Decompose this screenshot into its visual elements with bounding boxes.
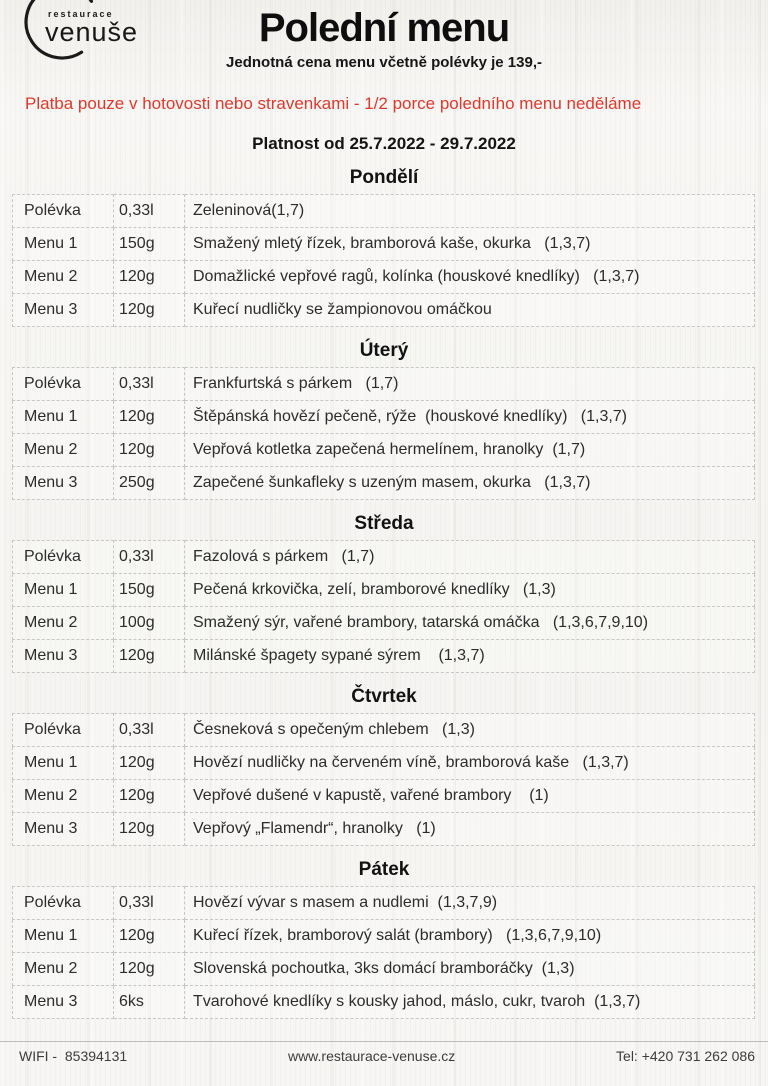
row-portion: 150g (114, 228, 185, 261)
menu-row (13, 607, 755, 640)
row-dish: Frankfurtská s párkem (1,7) (185, 368, 755, 401)
row-portion: 150g (114, 574, 185, 607)
menu-row (13, 261, 755, 294)
row-dish: Vepřový „Flamendr“, hranolky (1) (185, 813, 755, 846)
day-menu-table (12, 886, 755, 1019)
row-dish: Hovězí nudličky na červeném víně, bramborová kaše (1,3,7) (185, 747, 755, 780)
row-dish: Zapečené šunkafleky s uzeným masem, okurka (1,3,7) (185, 467, 755, 500)
row-portion: 120g (114, 434, 185, 467)
wifi-info: WIFI - 85394131 (19, 1048, 128, 1064)
row-label: Menu 3 (13, 640, 114, 673)
row-dish: Slovenská pochoutka, 3ks domácí bramboráčky (1,3) (185, 953, 755, 986)
menu-row (13, 640, 755, 673)
row-dish: Domažlické vepřové ragů, kolínka (houskové knedlíky) (1,3,7) (185, 261, 755, 294)
restaurant-logo (12, 0, 147, 70)
row-dish: Česneková s opečeným chlebem (1,3) (185, 714, 755, 747)
menu-row (13, 195, 755, 228)
menu-row (13, 714, 755, 747)
row-label: Menu 2 (13, 434, 114, 467)
row-portion: 0,33l (114, 368, 185, 401)
row-portion: 0,33l (114, 541, 185, 574)
menu-row (13, 368, 755, 401)
row-label: Menu 2 (13, 607, 114, 640)
row-portion: 6ks (114, 986, 185, 1019)
footer-divider (0, 1041, 768, 1042)
row-label: Menu 3 (13, 986, 114, 1019)
menu-header (0, 0, 768, 72)
row-label: Polévka (13, 887, 114, 920)
row-dish: Kuřecí nudličky se žampionovou omáčkou (185, 294, 755, 327)
menu-row (13, 228, 755, 261)
row-label: Menu 1 (13, 574, 114, 607)
row-label: Polévka (13, 541, 114, 574)
row-dish: Kuřecí řízek, bramborový salát (brambory) (1,3,6,7,9,10) (185, 920, 755, 953)
menu-row (13, 780, 755, 813)
row-label: Menu 2 (13, 261, 114, 294)
day-name: Pátek (358, 859, 410, 880)
website-link: www.restaurace-venuse.cz (287, 1048, 456, 1064)
day-section (0, 686, 768, 846)
row-portion: 0,33l (114, 887, 185, 920)
row-portion: 120g (114, 640, 185, 673)
menu-row (13, 747, 755, 780)
menu-row (13, 986, 755, 1019)
menu-row (13, 467, 755, 500)
row-dish: Hovězí vývar s masem a nudlemi (1,3,7,9) (185, 887, 755, 920)
row-label: Menu 2 (13, 953, 114, 986)
row-dish: Milánské špagety sypané sýrem (1,3,7) (185, 640, 755, 673)
day-menu-table (12, 367, 755, 500)
payment-notice: Platba pouze v hotovosti nebo stravenkami - 1/2 porce poledního menu neděláme (25, 94, 642, 113)
row-portion: 120g (114, 261, 185, 294)
day-section (0, 513, 768, 673)
menu-row (13, 434, 755, 467)
validity-dates: Platnost od 25.7.2022 - 29.7.2022 (252, 134, 516, 153)
menu-row (13, 574, 755, 607)
row-label: Menu 3 (13, 294, 114, 327)
row-dish: Pečená krkovička, zelí, bramborové knedlíky (1,3) (185, 574, 755, 607)
day-menu-table (12, 540, 755, 673)
row-label: Menu 3 (13, 467, 114, 500)
row-label: Menu 2 (13, 780, 114, 813)
day-section (0, 167, 768, 327)
logo-restaurace-text: restaurace (48, 9, 114, 19)
row-label: Menu 1 (13, 401, 114, 434)
menu-row (13, 920, 755, 953)
price-subtitle: Jednotná cena menu včetně polévky je 139,- (226, 54, 542, 71)
row-portion: 250g (114, 467, 185, 500)
row-dish: Smažený sýr, vařené brambory, tatarská omáčka (1,3,6,7,9,10) (185, 607, 755, 640)
row-label: Polévka (13, 195, 114, 228)
menu-row (13, 401, 755, 434)
row-portion: 120g (114, 401, 185, 434)
day-section (0, 340, 768, 500)
row-portion: 120g (114, 780, 185, 813)
phone-number: Tel: +420 731 262 086 (616, 1048, 755, 1064)
row-portion: 120g (114, 294, 185, 327)
row-portion: 120g (114, 953, 185, 986)
day-menu-table (12, 713, 755, 846)
menu-row (13, 813, 755, 846)
row-dish: Štěpánská hovězí pečeně, rýže (houskové knedlíky) (1,3,7) (185, 401, 755, 434)
row-portion: 120g (114, 813, 185, 846)
day-section (0, 859, 768, 1019)
row-dish: Smažený mletý řízek, bramborová kaše, okurka (1,3,7) (185, 228, 755, 261)
row-dish: Vepřová kotletka zapečená hermelínem, hranolky (1,7) (185, 434, 755, 467)
row-portion: 0,33l (114, 195, 185, 228)
row-label: Menu 1 (13, 920, 114, 953)
row-label: Polévka (13, 714, 114, 747)
row-dish: Vepřové dušené v kapustě, vařené brambory (1) (185, 780, 755, 813)
row-portion: 100g (114, 607, 185, 640)
menu-days (0, 167, 768, 1019)
menu-row (13, 541, 755, 574)
day-name: Čtvrtek (351, 686, 417, 707)
footer (19, 1048, 755, 1064)
day-menu-table (12, 194, 755, 327)
row-dish: Zeleninová(1,7) (185, 195, 755, 228)
row-portion: 0,33l (114, 714, 185, 747)
row-label: Menu 1 (13, 747, 114, 780)
menu-row (13, 294, 755, 327)
row-portion: 120g (114, 747, 185, 780)
logo-venuse-text: venuše (45, 17, 139, 47)
row-portion: 120g (114, 920, 185, 953)
row-dish: Tvarohové knedlíky s kousky jahod, máslo, cukr, tvaroh (1,3,7) (185, 986, 755, 1019)
row-label: Menu 3 (13, 813, 114, 846)
day-name: Pondělí (349, 167, 419, 188)
row-label: Menu 1 (13, 228, 114, 261)
day-name: Středa (354, 513, 414, 534)
row-dish: Fazolová s párkem (1,7) (185, 541, 755, 574)
day-name: Úterý (359, 340, 409, 361)
page-title: Polední menu (258, 6, 510, 50)
row-label: Polévka (13, 368, 114, 401)
menu-row (13, 953, 755, 986)
menu-row (13, 887, 755, 920)
